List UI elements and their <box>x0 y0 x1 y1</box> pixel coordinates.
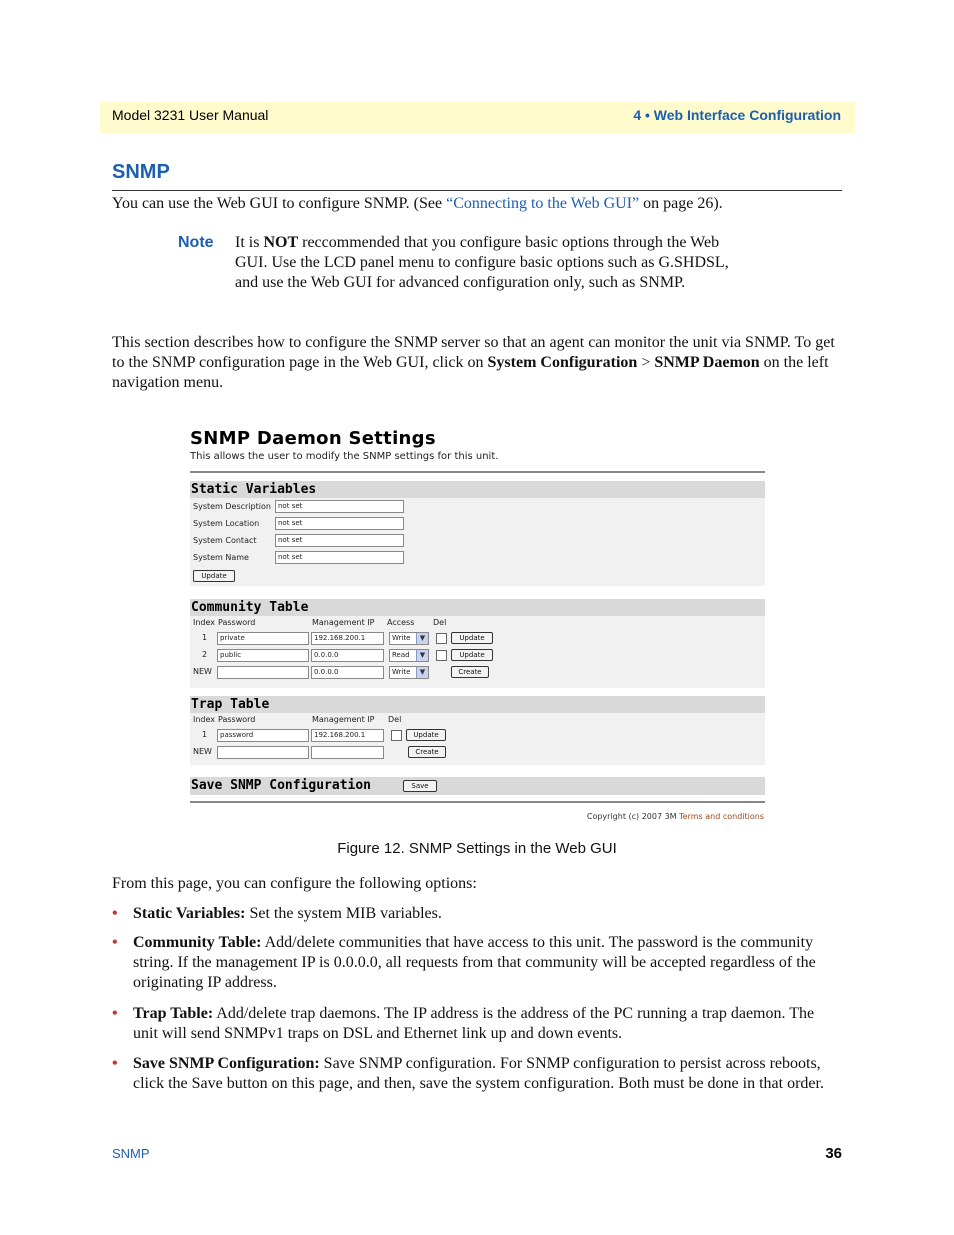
intro-paragraph <box>112 194 842 214</box>
col-del: Del <box>433 618 447 627</box>
bullet-text: Save SNMP configuration. For SNMP configuration to persist across reboots, click the Save button on this page, and then, save the system configuration. Both must be done in that order. <box>133 1055 824 1092</box>
trap-table-heading: Trap Table <box>191 697 270 712</box>
trap-table-panel <box>190 713 765 765</box>
static-update-button[interactable]: Update <box>193 570 235 582</box>
screenshot-bottom-rule <box>190 801 765 803</box>
desc-sep: > <box>637 354 655 371</box>
col-index: Index <box>193 715 216 724</box>
col-password: Password <box>218 618 256 627</box>
trap-create-button[interactable]: Create <box>408 746 446 758</box>
options-intro: From this page, you can configure the following options: <box>112 875 477 892</box>
chevron-down-icon: ▼ <box>416 667 428 678</box>
chevron-down-icon: ▼ <box>416 650 428 661</box>
field-label: System Name <box>193 553 249 562</box>
access-select[interactable] <box>389 632 429 645</box>
col-del: Del <box>388 715 402 724</box>
trap-ip-input[interactable]: 192.168.200.1 <box>311 729 384 742</box>
row-index: 1 <box>202 730 208 739</box>
copyright <box>587 812 764 821</box>
row-index: 1 <box>202 633 208 642</box>
trap-update-button[interactable]: Update <box>406 729 446 741</box>
field-label: System Description <box>193 502 271 511</box>
desc-text: This section describes how to configure the SNMP server so that an agent can monitor the unit via SNMP. To get to the SNMP configuration page in the Web GUI, click on <box>112 334 835 371</box>
bullet-icon: • <box>112 934 118 951</box>
copyright-text: Copyright (c) 2007 3M <box>586 812 680 821</box>
bullet-icon: • <box>112 1005 118 1022</box>
system-location-input[interactable]: not set <box>275 517 404 530</box>
section-rule <box>112 190 842 191</box>
row-index: 2 <box>202 650 208 659</box>
note-text-rest: reccommended that you configure basic options through the Web GUI. Use the LCD panel menu to configure basic options such as G.SHDSL, and use the Web GUI for advanced configuration only, such as SNMP. <box>235 234 729 291</box>
bullet-term: Trap Table: <box>133 1005 214 1022</box>
bullet-term: Community Table: <box>133 934 262 951</box>
system-description-input[interactable]: not set <box>275 500 404 513</box>
col-management-ip: Management IP <box>312 618 375 627</box>
page-number: 36 <box>825 1145 842 1162</box>
col-index: Index <box>193 618 216 627</box>
field-label: System Contact <box>193 536 257 545</box>
screenshot-title: SNMP Daemon Settings <box>190 428 436 449</box>
running-header <box>100 102 855 133</box>
access-value: Read <box>392 651 410 659</box>
community-create-button[interactable]: Create <box>451 666 489 678</box>
community-table-panel <box>190 616 765 688</box>
screenshot-top-rule <box>190 471 765 473</box>
row-index: NEW <box>193 667 212 676</box>
web-gui-link[interactable]: “Connecting to the Web GUI” <box>446 195 640 212</box>
col-management-ip: Management IP <box>312 715 375 724</box>
bullet-text: Add/delete communities that have access to this unit. The password is the community string. If the management IP is 0.0.0.0, all requests from that community will be accepted regardless of the originating IP address. <box>133 934 816 991</box>
save-config-bar <box>190 777 765 795</box>
bullet-icon: • <box>112 1055 118 1072</box>
delete-checkbox[interactable] <box>436 633 447 644</box>
community-update-button[interactable]: Update <box>451 649 493 661</box>
row-index: NEW <box>193 747 212 756</box>
community-password-input[interactable]: public <box>217 649 309 662</box>
save-button[interactable]: Save <box>403 780 437 792</box>
snmp-settings-screenshot <box>188 425 768 830</box>
new-access-select[interactable] <box>389 666 429 679</box>
desc-menu-snmp: SNMP Daemon <box>654 354 760 371</box>
static-variables-heading: Static Variables <box>191 482 317 497</box>
trap-password-input[interactable]: password <box>217 729 309 742</box>
access-value: Write <box>392 634 411 642</box>
delete-checkbox[interactable] <box>391 730 402 741</box>
system-contact-input[interactable]: not set <box>275 534 404 547</box>
note-emphasis: NOT <box>263 234 299 251</box>
desc-menu-system: System Configuration <box>487 354 638 371</box>
note-label: Note <box>178 234 214 251</box>
bullet-icon: • <box>112 905 118 922</box>
community-update-button[interactable]: Update <box>451 632 493 644</box>
section-title: SNMP <box>112 161 170 183</box>
manual-title: Model 3231 User Manual <box>112 107 269 123</box>
bullet-text: Add/delete trap daemons. The IP address is the address of the PC running a trap daemon. The unit will send SNMPv1 traps on DSL and Ethernet link up and down events. <box>133 1005 815 1042</box>
community-table-heading: Community Table <box>191 600 309 615</box>
static-variables-bar <box>190 481 765 498</box>
note-text <box>235 233 750 293</box>
figure-caption: Figure 12. SNMP Settings in the Web GUI <box>337 840 617 857</box>
community-ip-input[interactable]: 192.168.200.1 <box>311 632 384 645</box>
bullet-text: Set the system MIB variables. <box>245 905 442 922</box>
delete-checkbox[interactable] <box>436 650 447 661</box>
new-trap-password-input[interactable] <box>217 746 309 759</box>
chapter-title: 4 • Web Interface Configuration <box>633 107 841 123</box>
community-password-input[interactable]: private <box>217 632 309 645</box>
desc-text-end: on the left navigation menu. <box>112 354 829 391</box>
terms-link[interactable]: Terms and conditions <box>679 812 764 821</box>
trap-table-bar <box>190 696 765 713</box>
intro-text: You can use the Web GUI to configure SNMP. (See <box>112 195 447 212</box>
save-config-heading: Save SNMP Configuration <box>191 778 372 793</box>
col-password: Password <box>218 715 256 724</box>
new-community-password-input[interactable] <box>217 666 309 679</box>
new-trap-ip-input[interactable] <box>311 746 384 759</box>
access-value: Write <box>392 668 411 676</box>
new-community-ip-input[interactable]: 0.0.0.0 <box>311 666 384 679</box>
bullet-term: Static Variables: <box>133 905 246 922</box>
community-table-bar <box>190 599 765 616</box>
description-paragraph <box>112 333 842 393</box>
access-select[interactable] <box>389 649 429 662</box>
footer-section: SNMP <box>112 1146 150 1161</box>
system-name-input[interactable]: not set <box>275 551 404 564</box>
field-label: System Location <box>193 519 260 528</box>
static-variables-panel <box>190 498 765 586</box>
bullet-term: Save SNMP Configuration: <box>133 1055 320 1072</box>
screenshot-subtitle: This allows the user to modify the SNMP settings for this unit. <box>190 451 499 462</box>
chevron-down-icon: ▼ <box>416 633 428 644</box>
intro-text-end: on page 26). <box>639 195 723 212</box>
community-ip-input[interactable]: 0.0.0.0 <box>311 649 384 662</box>
col-access: Access <box>387 618 415 627</box>
note-text-start: It is <box>235 234 264 251</box>
